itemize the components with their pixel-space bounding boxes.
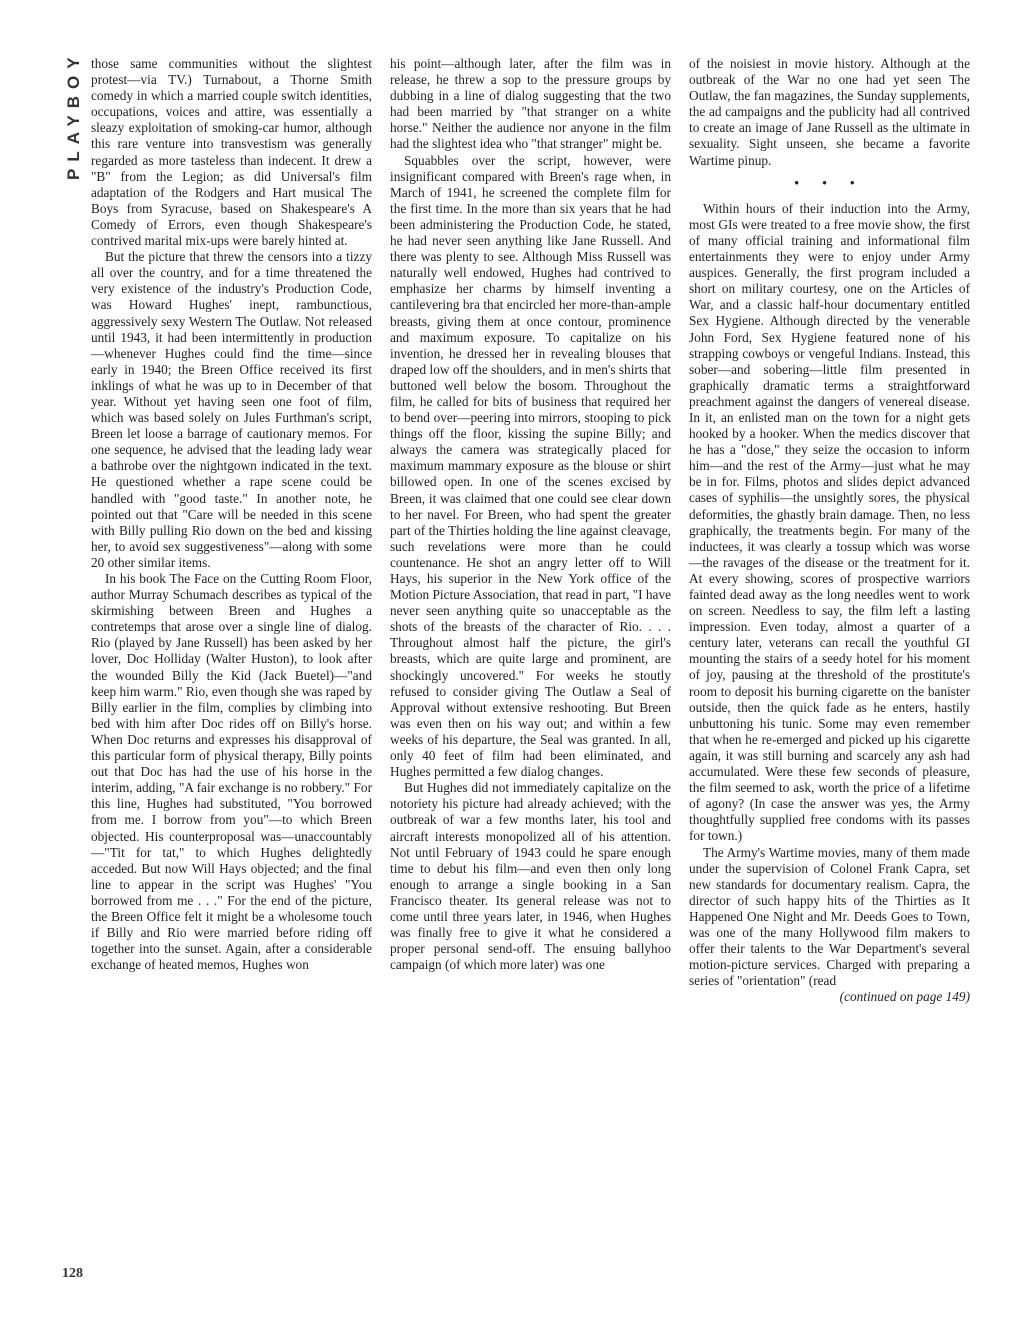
paragraph: But the picture that threw the censors into a tizzy all over the country, and for a time threatened the very existence of the industry's Production Code, was Howard Hughes' inept, rambunctious, aggressively sexy Western The Outlaw. Not released until 1943, it had been intermittently in production—whenever Hughes could find the time—since early in 1940; the Breen Office received its first inklings of what he was up to in December of that year. Without yet having seen one foot of film, which was based solely on Jules Furthman's script, Breen let loose a barrage of cautionary memos. For one sequence, he advised that the leading lady wear a bathrobe over the nightgown indicated in the text. He questioned whether a rape scene could be handled with "good taste." In another note, he pointed out that "Care will be needed in this scene with Billy pulling Rio down on the bed and kissing her, to avoid sex suggestiveness"—along with some 20 other similar items. bbox=[91, 249, 372, 570]
paragraph: those same communities without the slightest protest—via TV.) Turnabout, a Thorne Smith comedy in which a married couple switch identities, occupations, voices and attire, was essentially a sleazy exploitation of smoking-car humor, although this rare venture into transvestism was generally regarded as more tasteless than indecent. It drew a "B" from the Legion; as did Universal's film adaptation of the Rodgers and Hart musical The Boys from Syracuse, based on Shakespeare's A Comedy of Errors, even though Shakespeare's contrived marital mix-ups were barely hinted at. bbox=[91, 56, 372, 249]
column-3 bbox=[689, 56, 970, 1281]
paragraph: his point—although later, after the film was in release, he threw a sop to the pressure groups by dubbing in a line of dialog suggesting that the two had been married by "that stranger on a white horse." Neither the audience nor anyone in the film had the slightest idea who "that stranger" might be. bbox=[390, 56, 671, 152]
page-number: 128 bbox=[62, 1266, 83, 1281]
magazine-name: PLAYBOY bbox=[64, 50, 83, 180]
paragraph: But Hughes did not immediately capitalize on the notoriety his picture had already achieved; with the outbreak of war a few months later, his tool and aircraft interests monopolized all of his attention. Not until February of 1943 could he spare enough time to debut his film—and even then only long enough to arrange a single booking in a San Francisco theater. Its general release was not to come until three years later, in 1946, when Hughes was finally free to give it what he considered a proper personal send-off. The ensuing ballyhoo campaign (of which more later) was one bbox=[390, 780, 671, 973]
column-2 bbox=[390, 56, 671, 1281]
paragraph: Within hours of their induction into the Army, most GIs were treated to a free movie show, the first of many official training and informational film entertainments they were to enjoy under Army auspices. Generally, the first program included a short on military courtesy, one on the Articles of War, and a classic half-hour documentary entitled Sex Hygiene. Although directed by the venerable John Ford, Sex Hygiene featured none of his strapping cowboys or vengeful Indians. Instead, this sober—and sobering—little film presented in graphically dramatic terms a straightforward preachment against the dangers of venereal disease. In it, an enlisted man on the town for a night gets hooked by a hooker. When the medics discover that he has a "dose," they seize the occasion to inform him—and the rest of the Army—just what he may be in for. Films, photos and slides depict advanced cases of syphilis—the unsightly sores, the physical deformities, the ghastly brain damage. Then, no less graphically, the treatments begin. For many of the inductees, it was clearly a tossup which was worse—the ravages of the disease or the treatment for it. At every showing, scores of prospective warriors fainted dead away as the long needles went to work on screen. Needless to say, the film left a lasting impression. Even today, almost a quarter of a century later, veterans can recall the youthful GI mounting the stairs of a seedy hotel for his moment of joy, pausing at the threshold of the prostitute's room to deposit his burning cigarette on the banister outside, then the quick fade as he enters, hastily unbuttoning his tunic. Some may even remember that when he re-emerged and picked up his cigarette again, it was still burning and scarcely any ash had accumulated. Were these few seconds of pleasure, the film seemed to ask, worth the price of a lifetime of agony? (In case the answer was yes, the Army thoughtfully supplied free condoms with its passes for town.) bbox=[689, 200, 970, 844]
section-separator: • • • bbox=[794, 174, 865, 190]
paragraph: The Army's Wartime movies, many of them made under the supervision of Colonel Frank Capra, set new standards for documentary realism. Capra, the director of such happy hits of the Thirties as It Happened One Night and Mr. Deeds Goes to Town, was one of the many Hollywood film makers to offer their talents to the War Department's several motion-picture services. Charged with preparing a series of "orientation" (read bbox=[689, 844, 970, 989]
paragraph: Squabbles over the script, however, were insignificant compared with Breen's rage when, in March of 1941, he screened the complete film for the first time. In the more than six years that he had been administering the Production Code, he stated, he had never seen anything like Jane Russell. And there was plenty to see. Although Miss Russell was naturally well endowed, Hughes had contrived to emphasize her charms by himself inventing a cantilevering bra that encircled her more-than-ample breasts, giving them at once contour, prominence and maximum exposure. To capitalize on his invention, he dressed her in revealing blouses that draped low off the shoulders, and in men's shirts that buttoned well below the bosom. Throughout the film, he called for bits of business that required her to bend over—peering into mirrors, stooping to pick things off the floor, kissing the supine Billy; and always the camera was strategically placed for maximum mammary exposure as the blouse or shirt billowed open. In one of the scenes excised by Breen, it was claimed that one could see clear down to her navel. For Breen, who had spent the greater part of the Thirties holding the line against cleavage, such revelations were more than he could countenance. He shot an angry letter off to Will Hays, his superior in the New York office of the Motion Picture Association, that read in part, "I have never seen anything quite so unacceptable as the shots of the breasts of the character of Rio. . . . Throughout almost half the picture, the girl's breasts, which are quite large and prominent, are shockingly uncovered." For weeks he stoutly refused to consider giving The Outlaw a Seal of Approval without extensive reshooting. But Breen was even then on his way out; and within a few weeks of his departure, the Seal was granted. In all, only 40 feet of film had been eliminated, and Hughes permitted a few dialog changes. bbox=[390, 152, 671, 780]
article-columns bbox=[91, 56, 971, 1281]
continuation-note: (continued on page 149) bbox=[839, 989, 970, 1005]
column-1 bbox=[91, 56, 372, 1281]
paragraph: In his book The Face on the Cutting Room Floor, author Murray Schumach describes as typical of the skirmishing between Breen and Hughes a contretemps that arose over a single line of dialog. Rio (played by Jane Russell) has been asked by her lover, Doc Holliday (Walter Huston), to look after the wounded Billy the Kid (Jack Buetel)—"and keep him warm." Rio, even though she was raped by Billy earlier in the film, complies by climbing into bed with him after Doc rides off on Billy's horse. When Doc returns and expresses his disapproval of this particular form of physical therapy, Billy points out that Doc has had the use of his horse in the interim, adding, "A fair exchange is no robbery." For this line, Hughes had substituted, "You borrowed from me. I borrow from you"—to which Breen objected. His counterproposal was—unaccountably—"Tit for tat," to which Hughes delightedly acceded. But now Will Hays objected; and the final line to appear in the script was Hughes' "You borrowed from me . . ." For the end of the picture, the Breen Office felt it might be a wholesome touch if Billy and Rio were married before riding off together into the sunset. Again, after a considerable exchange of heated memos, Hughes won bbox=[91, 571, 372, 973]
paragraph: of the noisiest in movie history. Although at the outbreak of the War no one had yet seen The Outlaw, the fan magazines, the Sunday supplements, the ad campaigns and the publicity had all contrived to create an image of Jane Russell as the ultimate in sexuality. Sight unseen, she became a favorite Wartime pinup. bbox=[689, 56, 970, 168]
